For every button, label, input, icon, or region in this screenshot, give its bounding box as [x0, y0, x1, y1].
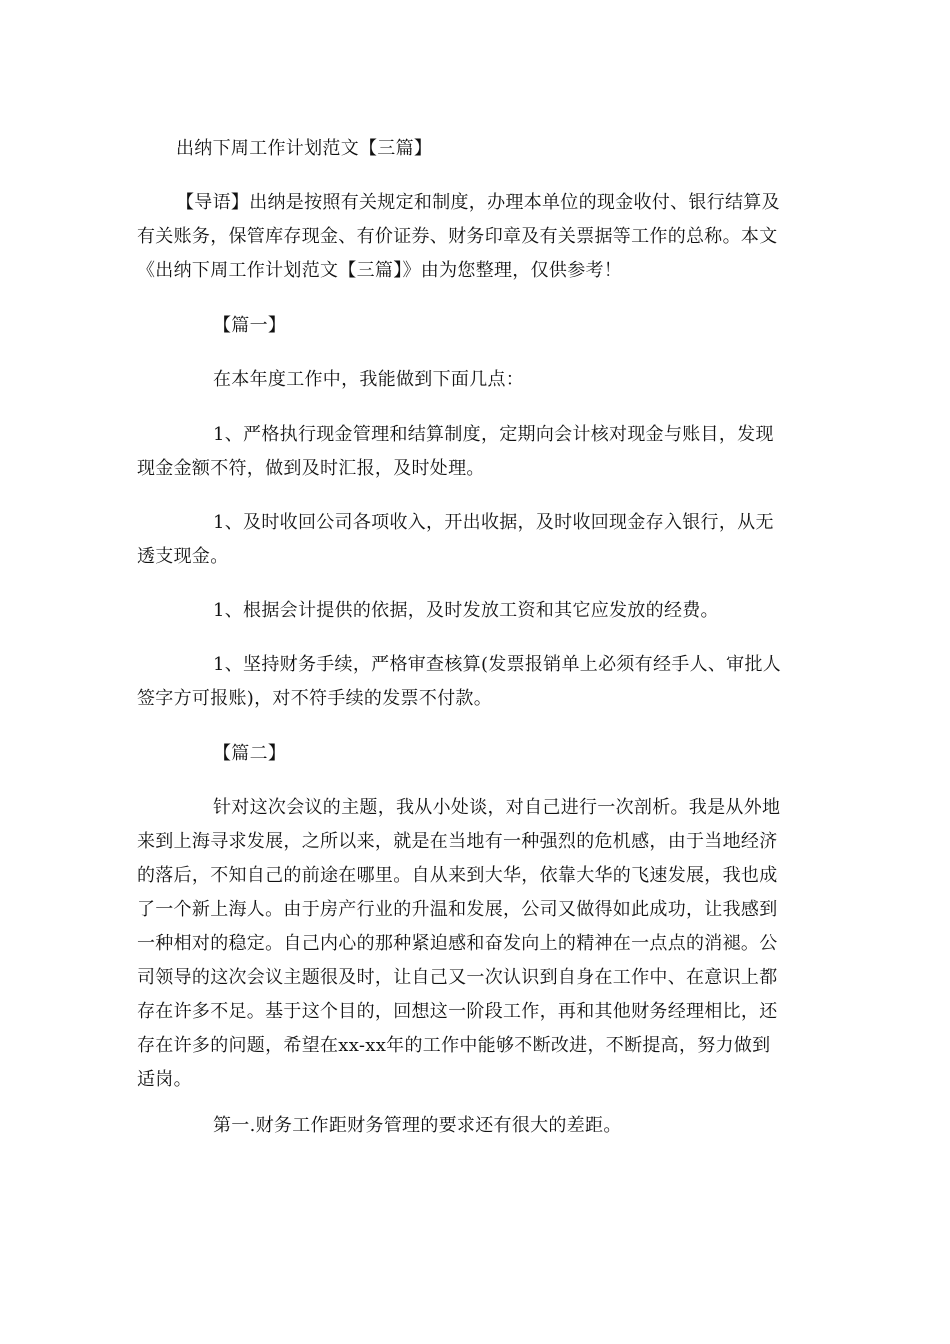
list-item-line: 签字方可报账)，对不符手续的发票不付款。 [137, 688, 493, 709]
title-text: 出纳下周工作计划范文【三篇】 [176, 138, 433, 159]
section1-item-1 [137, 418, 813, 486]
list-item-line: 1、坚持财务手续，严格审查核算(发票报销单上必须有经手人、审批人 [213, 654, 782, 675]
intro-line: 有关账务，保管库存现金、有价证券、财务印章及有关票据等工作的总称。本文 [137, 226, 778, 247]
list-item-line: 1、严格执行现金管理和结算制度，定期向会计核对现金与账目，发现 [213, 424, 774, 445]
paragraph-line: 司领导的这次会议主题很及时，让自己又一次认识到自身在工作中、在意识上都 [137, 967, 778, 988]
list-item-line: 1、根据会计提供的依据，及时发放工资和其它应发放的经费。 [213, 600, 719, 621]
heading-text: 【篇二】 [213, 743, 287, 764]
paragraph-line: 一种相对的稳定。自己内心的那种紧迫感和奋发向上的精神在一点点的消褪。公 [137, 933, 778, 954]
paragraph-line: 了一个新上海人。由于房产行业的升温和发展，公司又做得如此成功，让我感到 [137, 899, 778, 920]
section2-heading [137, 737, 813, 771]
paragraph-line: 存在许多不足。基于这个目的，回想这一阶段工作，再和其他财务经理相比，还 [137, 1001, 778, 1022]
paragraph-line: 针对这次会议的主题，我从小处谈，对自己进行一次剖析。我是从外地 [213, 797, 781, 818]
paragraph-line: 存在许多的问题，希望在xx-xx年的工作中能够不断改进，不断提高，努力做到 [137, 1035, 771, 1056]
list-item-line: 现金金额不符，做到及时汇报，及时处理。 [137, 458, 485, 479]
section1-item-2 [137, 506, 813, 574]
section2-paragraph [137, 791, 813, 1097]
intro-paragraph [137, 186, 813, 288]
point-text: 第一.财务工作距财务管理的要求还有很大的差距。 [213, 1115, 622, 1136]
section1-lead [137, 363, 813, 397]
document-title [137, 132, 813, 166]
paragraph-line: 的落后，不知自己的前途在哪里。自从来到大华，依靠大华的飞速发展，我也成 [137, 865, 778, 886]
section1-item-4 [137, 648, 813, 716]
list-item-line: 透支现金。 [137, 546, 229, 567]
paragraph-line: 适岗。 [137, 1069, 192, 1090]
lead-text: 在本年度工作中，我能做到下面几点： [213, 369, 525, 390]
intro-line: 【导语】出纳是按照有关规定和制度，办理本单位的现金收付、银行结算及 [176, 192, 780, 213]
list-item-line: 1、及时收回公司各项收入，开出收据，及时收回现金存入银行，从无 [213, 512, 774, 533]
section1-item-3 [137, 594, 813, 628]
paragraph-line: 来到上海寻求发展，之所以来，就是在当地有一种强烈的危机感，由于当地经济 [137, 831, 778, 852]
heading-text: 【篇一】 [213, 315, 287, 336]
intro-line: 《出纳下周工作计划范文【三篇】》由为您整理，仅供参考！ [137, 260, 623, 281]
section2-point-1 [137, 1109, 813, 1143]
section1-heading [137, 309, 813, 343]
